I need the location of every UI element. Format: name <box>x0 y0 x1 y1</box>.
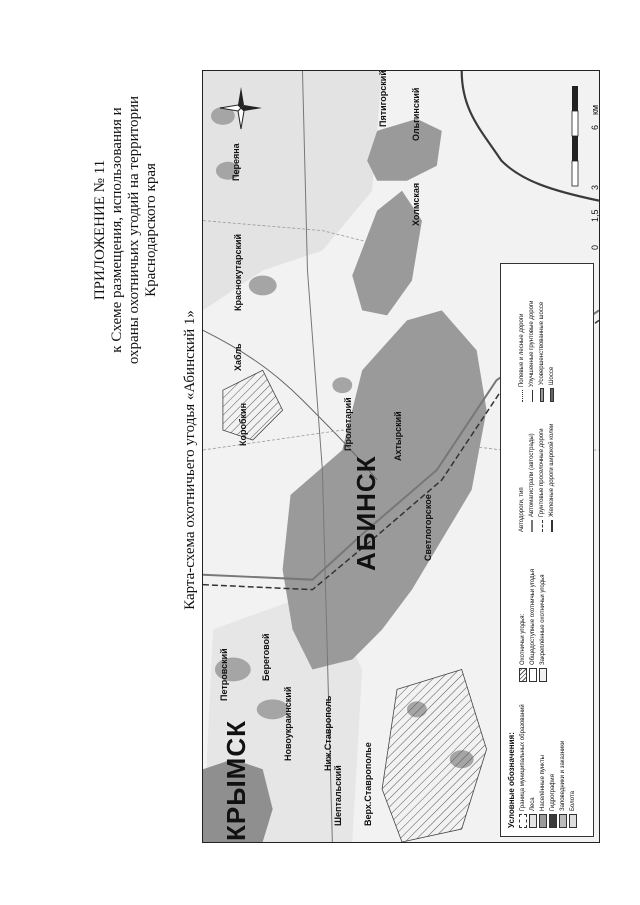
scale-segment <box>572 161 578 186</box>
legend-item: Граница муниципальных образований <box>519 704 527 828</box>
settlement-small <box>332 377 352 393</box>
heading-line-1: ПРИЛОЖЕНИЕ № 11 <box>92 159 108 301</box>
scale-segment <box>572 86 578 111</box>
scale-segment <box>572 136 578 161</box>
settlement-label: Холмская <box>411 182 421 226</box>
scale-tick-label: 0 <box>590 244 600 250</box>
legend-item: Автомагистрали (автострады) <box>529 433 535 532</box>
settlement-label: Переяна <box>231 143 241 181</box>
legend-item: Закреплённые охотничьи угодья <box>539 574 547 682</box>
settlement-label: Береговой <box>261 633 271 681</box>
settlement-label: Верх.Ставрополье <box>363 742 373 826</box>
scale-tick-label: 3 <box>590 184 600 190</box>
legend-item: Автодороги, тип <box>519 487 525 532</box>
heading-line-4: Краснодарского края <box>143 163 159 297</box>
legend-item: Заповедники и заказники <box>559 741 567 828</box>
legend-item: Населённые пункты <box>539 755 547 828</box>
scale-tick-label: 1,5 <box>590 209 600 222</box>
legend-item: Леса <box>529 797 537 828</box>
legend-title: Условные обозначения: <box>507 732 516 828</box>
settlement-label: Пролетарий <box>343 397 353 451</box>
settlement-label: Пятигорский <box>378 70 388 127</box>
legend-item: Грунтовые проселочные дороги <box>539 428 545 532</box>
compass-rose-icon <box>218 85 264 131</box>
legend-item: Полевые и лесные дороги <box>519 314 525 402</box>
legend-item: Болота <box>569 791 577 828</box>
settlement-small <box>249 275 277 295</box>
legend-item: Гидрография <box>549 774 557 828</box>
heading-line-2: к Схеме размещения, использования и <box>109 107 125 353</box>
settlement-label: Хабль <box>233 343 243 371</box>
settlement-label: Ахтырский <box>393 411 403 461</box>
settlement-label: Ниж.Ставрополь <box>323 695 333 771</box>
city-label-krymsk: КРЫМСК <box>221 720 251 841</box>
settlement-label: Коробкин <box>238 402 248 446</box>
legend-item: Шоссе <box>549 367 555 402</box>
map-legend <box>500 263 594 837</box>
map-caption: Карта-схема охотничьего угодья «Абинский 1» <box>182 310 198 610</box>
heading-line-3: охраны охотничьих угодий на территории <box>126 95 142 365</box>
settlement-label: Шептальский <box>333 765 343 826</box>
settlement-label: Новоукраинский <box>283 686 293 761</box>
scale-segment <box>572 111 578 136</box>
settlement-label: Ольгинский <box>411 87 421 141</box>
city-label-abinsk: АБИНСК <box>351 455 381 571</box>
scale-tick-label: 6 <box>590 124 600 130</box>
legend-item: Общедоступные охотничьи угодья <box>529 569 537 682</box>
scale-unit-label: км <box>590 104 600 115</box>
legend-item: Железные дороги широкой колеи <box>549 424 555 532</box>
settlement-label: Петровский <box>219 648 229 701</box>
legend-item: Улучшенные грунтовые дороги <box>529 301 535 402</box>
legend-item: Усовершенствованные шоссе <box>539 302 545 402</box>
scale-bar <box>568 81 598 191</box>
settlement-label: Краснокутарский <box>233 233 243 311</box>
settlement-label: Светлогорское <box>423 494 433 561</box>
legend-item: Охотничьи угодья: <box>519 614 527 682</box>
